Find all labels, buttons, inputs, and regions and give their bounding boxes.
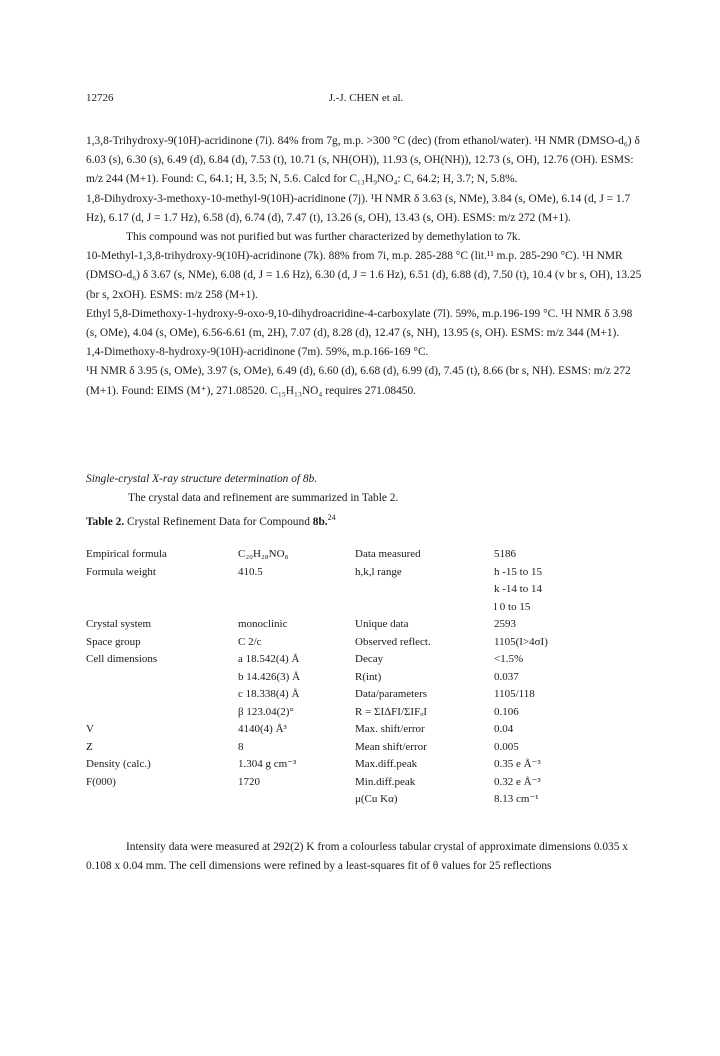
table-cell-label: [86, 581, 238, 599]
intensity-text: Intensity data were measured at 292(2) K from a colourless tabular crystal of approximate dimensions 0.035 x 0.108 x 0.04 mm. The cell dimensions were refined by a least-squares fit of θ values for 25 reflections: [86, 841, 628, 872]
table-row: [86, 616, 644, 634]
table-cell-label: Formula weight: [86, 565, 156, 578]
table-row: [86, 651, 644, 669]
running-author: J.-J. CHEN et al.: [328, 92, 404, 104]
table-cell-label: F(000): [86, 775, 116, 788]
table-cell-param: Max.diff.peak: [355, 758, 418, 770]
table-cell-label: Density (calc.): [86, 758, 151, 770]
table-cell-label: V: [86, 723, 94, 735]
table-cell-value: 4140(4) Å³: [238, 723, 287, 735]
table-cell-value: β 123.04(2)°: [238, 705, 294, 718]
intensity-paragraph: [86, 838, 646, 876]
table-cell-value: b 14.426(3) Å: [238, 670, 301, 683]
table-row: [86, 704, 644, 722]
table-cell-label: Cell dimensions: [86, 653, 158, 665]
table-cell-param-value: 0.037: [494, 670, 519, 683]
table-cell-param-value: 1105(I>4σI): [494, 635, 548, 648]
table-cell-param-value: 0.32 e Å⁻³: [494, 775, 541, 788]
table-cell-label: [86, 686, 238, 704]
table-cell-value: a 18.542(4) Å: [238, 653, 300, 665]
table-cell-param-value: 0.04: [494, 723, 514, 735]
table-cell-param-value: 8.13 cm⁻¹: [494, 793, 539, 805]
table-cell-param: Mean shift/error: [355, 740, 427, 753]
table-row: [86, 599, 644, 617]
section-title: Single-crystal X-ray structure determination of 8b.: [86, 473, 318, 485]
page-header: [86, 92, 646, 108]
table-cell-param: Observed reflect.: [355, 635, 431, 648]
table-cell-param: μ(Cu Kα): [355, 793, 398, 805]
table-cell-value: c 18.338(4) Å: [238, 688, 300, 700]
table-cell-label: Space group: [86, 635, 141, 648]
table-row: [86, 634, 644, 652]
table-cell-value: [238, 581, 355, 599]
table-cell-param-value: 2593: [494, 618, 516, 630]
table-cell-param-value: 5186: [494, 548, 516, 560]
table-label: Table 2.: [86, 516, 125, 528]
table-caption-text: Crystal Refinement Data for Compound: [124, 516, 313, 528]
table-cell-param: R(int): [355, 670, 382, 683]
table-cell-param: Unique data: [355, 618, 409, 630]
section-text: The crystal data and refinement are summarized in Table 2.: [128, 492, 399, 504]
paragraph-7l: Ethyl 5,8-Dimethoxy-1-hydroxy-9-oxo-9,10-dihydroacridine-4-carboxylate (7l). 59%, m.p.196-199 °C. ¹H NMR δ 3.98 (s, OMe), 4.04 (s, OMe), 6.56-6.61 (m, 2H), 7.07 (d), 8.28 (d), 12.47 (s, NH), 13.95 (s, OH). ESMS: m/z 344 (M+1).: [86, 307, 633, 340]
experimental-body: [86, 132, 646, 401]
table-cell-param-value: 0.35 e Å⁻³: [494, 758, 541, 770]
table-cell-param-value: k -14 to 14: [494, 583, 542, 595]
table-cell-label: [86, 599, 238, 617]
table-cell-value: [238, 791, 355, 809]
table-cell-label: [86, 791, 238, 809]
table-compound: 8b.: [312, 516, 328, 528]
table-cell-param: [355, 599, 494, 617]
paragraph-7m: 1,4-Dimethoxy-8-hydroxy-9(10H)-acridinone (7m). 59%, m.p.166-169 °C.: [86, 346, 429, 359]
paragraph-7j: 1,8-Dihydroxy-3-methoxy-10-methyl-9(10H)-acridinone (7j). ¹H NMR δ 3.63 (s, NMe), 3.84 (s, OMe), 6.14 (d, J = 1.7 Hz), 6.17 (d, J = 1.7 Hz), 6.58 (d), 6.74 (d), 7.47 (t), 13.26 (s, OH), 13.43 (s, OH). ESMS: m/z 272 (M+1).: [86, 192, 631, 224]
table-row: [86, 739, 644, 757]
paragraph-note: This compound was not purified but was further characterized by demethylation to 7k.: [126, 231, 521, 244]
table-row: [86, 686, 644, 704]
table-row: [86, 774, 644, 792]
table-cell-param-value: 1105/118: [494, 688, 535, 700]
table-cell-value: 8: [238, 740, 244, 753]
table-cell-param: Max. shift/error: [355, 723, 425, 735]
table-cell-param: Decay: [355, 653, 384, 665]
table-cell-value: C₂₀H₂₈NO₈: [238, 548, 289, 560]
table-cell-param: Data measured: [355, 548, 421, 560]
table-cell-param-value: 0.106: [494, 705, 519, 718]
table-cell-value: [238, 599, 355, 617]
table-cell-param-value: 0.005: [494, 740, 519, 753]
table-caption: [86, 513, 336, 528]
paragraph-7k: 10-Methyl-1,3,8-trihydroxy-9(10H)-acridinone (7k). 88% from 7i, m.p. 285-288 °C (lit.¹¹ m.p. 285-290 °C). ¹H NMR (DMSO-d₆) δ 3.67 (s, NMe), 6.08 (d, J = 1.6 Hz), 6.30 (d, J = 1.6 Hz), 6.51 (d), 6.88 (d), 7.50 (t), 10.4 (v br s, OH), 13.25 (br s, 2xOH). ESMS: m/z 258 (M+1).: [86, 250, 642, 301]
table-cell-label: Empirical formula: [86, 548, 167, 560]
table-cell-param: R = ΣΙΔFΙ/ΣΙFₒΙ: [355, 705, 428, 718]
table-cell-param: Min.diff.peak: [355, 775, 416, 788]
table-cell-value: 410.5: [238, 565, 263, 578]
paragraph-7i: 1,3,8-Trihydroxy-9(10H)-acridinone (7i). 84% from 7g, m.p. >300 °C (dec) (from ethanol/water). ¹H NMR (DMSO-d₆) δ 6.03 (s), 6.30 (s), 6.49 (d), 6.84 (d), 7.53 (t), 10.71 (s, NH(OH)), 11.93 (s, OH(NH)), 12.73 (s, OH), 12.76 (OH). ESMS: m/z 244 (M+1). Found: C, 64.1; H, 3.5; N, 5.6. Calcd for C₁₃H₉NO₄: C, 64.2; H, 3.7; N, 5.8%.: [86, 135, 640, 186]
page-number: 12726: [86, 92, 114, 104]
table-cell-param-value: l 0 to 15: [494, 600, 531, 613]
table-row: [86, 669, 644, 687]
table-row: [86, 581, 644, 599]
table-cell-value: C 2/c: [238, 635, 262, 648]
table-cell-param-value: h -15 to 15: [494, 565, 542, 578]
table-row: [86, 564, 644, 582]
table-cell-param: Data/parameters: [355, 688, 428, 700]
table-row: [86, 791, 644, 809]
table-cell-param-value: <1.5%: [494, 653, 524, 665]
table-cell-label: Z: [86, 740, 93, 753]
table-cell-value: 1.304 g cm⁻³: [238, 758, 297, 770]
paragraph-7m-nmr: ¹H NMR δ 3.95 (s, OMe), 3.97 (s, OMe), 6.49 (d), 6.60 (d), 6.68 (d), 6.99 (d), 7.45 (t), 8.66 (br s, NH). ESMS: m/z 272 (M+1). Found: EIMS (M⁺), 271.08520. C₁₅H₁₃NO₄ requires 271.08450.: [86, 365, 631, 397]
table-row: [86, 756, 644, 774]
table-reference: 24: [327, 513, 336, 523]
table-row: [86, 546, 644, 564]
table-cell-label: [86, 704, 238, 722]
table-cell-param: h,k,l range: [355, 565, 402, 578]
crystal-data-table: [86, 546, 644, 809]
table-cell-label: [86, 669, 238, 687]
table-row: [86, 721, 644, 739]
table-cell-value: monoclinic: [238, 618, 288, 630]
table-cell-label: Crystal system: [86, 618, 152, 630]
table-cell-param: [355, 581, 494, 599]
table-cell-value: 1720: [238, 775, 260, 788]
